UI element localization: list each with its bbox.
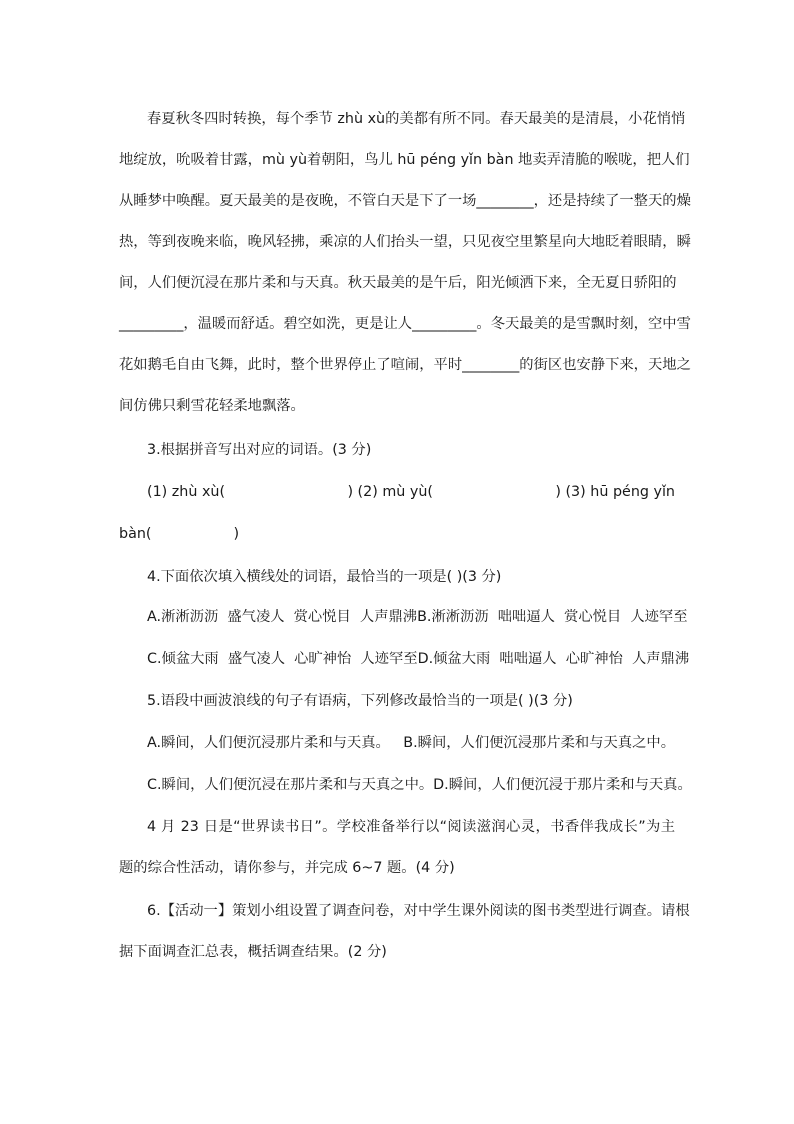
passage-line-5: 间，人们便沉浸在那片柔和与天真。秋天最美的是午后，阳光倾洒下来，全无夏日骄阳的: [119, 275, 677, 291]
q5-options-cd: [119, 773, 692, 797]
q3-item3b: bàn(: [119, 526, 152, 542]
q4-optC-3: 人迹罕至: [360, 651, 418, 667]
passage-line-6: _________，温暖而舒适。碧空如洗，更是让人_________。冬天最美的是雪飘时刻，空中雪: [119, 316, 691, 332]
q4-optB-3: 人迹罕至: [630, 609, 688, 625]
q4-optD-1: 咄咄逼人: [499, 651, 557, 667]
q3-items: [119, 480, 675, 504]
q4-optD-2: 心旷神怡: [565, 651, 623, 667]
q3-stem: 3.根据拼音写出对应的词语。(3 分): [147, 442, 372, 458]
q4-optC-0: C.倾盆大雨: [147, 651, 219, 667]
passage-line-1: 春夏秋冬四时转换，每个季节 zhù xù的美都有所不同。春天最美的是清晨，小花悄悄: [147, 111, 686, 127]
q4-optD-0: D.倾盆大雨: [417, 651, 491, 667]
q3-close: ): [233, 526, 240, 542]
q4-options-cd: [119, 647, 690, 671]
q4-optD-3: 人声鼎沸: [631, 651, 690, 667]
q4-optC-1: 盛气凌人: [227, 651, 285, 667]
q3-item1: (1) zhù xù(: [147, 484, 226, 500]
q6-line-1: 6.【活动一】策划小组设置了调查问卷，对中学生课外阅读的图书类型进行调查。请根: [147, 903, 690, 919]
q4-optA-2: 赏心悦目: [293, 609, 351, 625]
q5-options-ab: [119, 731, 675, 755]
q5-optB: B.瞬间，人们便沉浸那片柔和与天真之中。: [403, 735, 675, 751]
q5-stem: 5.语段中画波浪线的句子有语病，下列修改最恰当的一项是( )(3 分): [147, 693, 573, 709]
q3-item3-cont: [119, 522, 675, 546]
intro-line-2: 题的综合性活动，请你参与，并完成 6~7 题。(4 分): [119, 860, 455, 876]
q5-optC: C.瞬间，人们便沉浸在那片柔和与天真之中。: [147, 777, 434, 793]
q5-optA: A.瞬间，人们便沉浸那片柔和与天真。: [147, 735, 390, 751]
q4-optB-2: 赏心悦目: [564, 609, 622, 625]
q6-line-2: 据下面调查汇总表，概括调查结果。(2 分): [119, 944, 387, 960]
q4-optA-0: A.淅淅沥沥: [147, 609, 219, 625]
q4-optB-0: B.淅淅沥沥: [417, 609, 489, 625]
q4-optA-1: 盛气凌人: [227, 609, 285, 625]
q4-optA-3: 人声鼎沸: [359, 609, 418, 625]
passage-line-8: 间仿佛只剩雪花轻柔地飘落。: [119, 398, 305, 414]
q4-optC-2: 心旷神怡: [294, 651, 352, 667]
q4-optB-1: 咄咄逼人: [497, 609, 555, 625]
passage-line-4: 热，等到夜晚来临，晚风轻拂，乘凉的人们抬头一望，只见夜空里繁星向大地眨着眼睛，瞬: [119, 234, 691, 250]
intro-line-1: 4 月 23 日是“世界读书日”。学校准备举行以“阅读滋润心灵，书香伴我成长”为主: [147, 819, 675, 835]
passage-line-7: 花如鹅毛自由飞舞，此时，整个世界停止了喧闹，平时________的街区也安静下来，天地之: [119, 357, 691, 373]
q3-item2: ) (2) mù yù(: [347, 484, 433, 500]
q5-optD: D.瞬间，人们便沉浸于那片柔和与天真。: [433, 777, 692, 793]
q4-options-ab: [119, 605, 688, 629]
q3-item3: ) (3) hū péng yǐn: [555, 484, 675, 500]
passage-line-2: 地绽放，吮吸着甘露，mù yù着朝阳，鸟儿 hū péng yǐn bàn 地卖弄清脆的喉咙，把人们: [119, 152, 690, 168]
q4-stem: 4.下面依次填入横线处的词语，最恰当的一项是( )(3 分): [147, 569, 502, 585]
passage-line-3: 从睡梦中唤醒。夏天最美的是夜晚，不管白天是下了一场________，还是持续了一整天的燥: [119, 193, 691, 209]
